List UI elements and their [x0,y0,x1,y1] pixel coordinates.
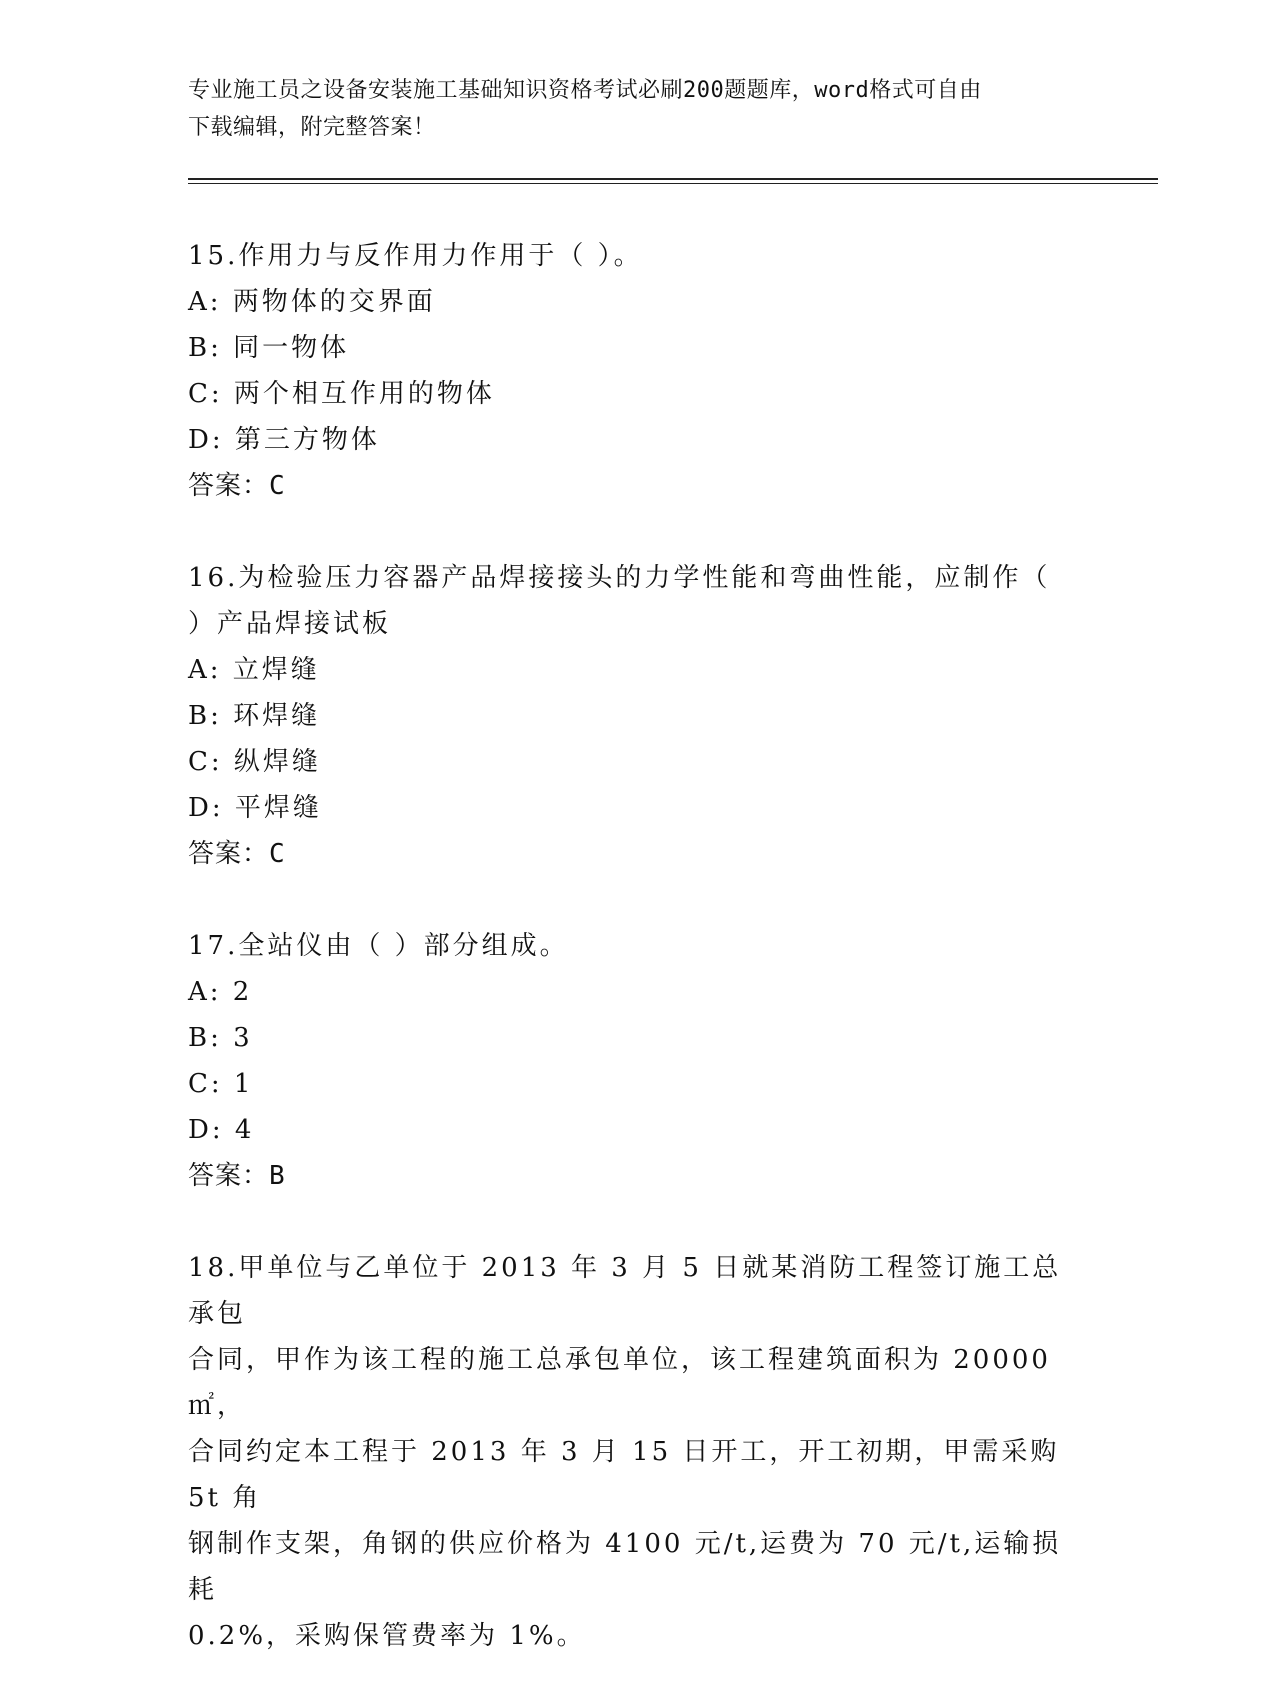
option-c: C: 1 [188,1069,254,1099]
question-16 [188,555,1088,877]
question-stem-line-5: 0.2%，采购保管费率为 1%。 [188,1621,586,1651]
question-list [188,233,1088,1705]
header-line-2: 下载编辑，附完整答案！ [188,115,436,140]
question-stem-line-1: 16.为检验压力容器产品焊接接头的力学性能和弯曲性能，应制作（ [188,563,1051,593]
option-d: D: 4 [188,1115,255,1145]
option-c: C: 两个相互作用的物体 [188,379,495,409]
document-header [188,72,1068,146]
answer: 答案：C [188,471,286,501]
question-stem: 15.作用力与反作用力作用于（ ）。 [188,241,643,271]
question-stem-line-1: 18.甲单位与乙单位于 2013 年 3 月 5 日就某消防工程签订施工总承包 [188,1253,1062,1329]
option-a: A: 2 [188,977,253,1007]
option-d: D: 平焊缝 [188,793,322,823]
question-15 [188,233,1088,509]
option-a: A: 两物体的交界面 [188,287,436,317]
question-stem-line-3: 合同约定本工程于 2013 年 3 月 15 日开工，开工初期，甲需采购 5t 角 [188,1437,1060,1513]
question-stem-line-4: 钢制作支架，角钢的供应价格为 4100 元/t,运费为 70 元/t,运输损耗 [188,1529,1062,1605]
option-b: B: 环焊缝 [188,701,321,731]
option-b: B: 同一物体 [188,333,350,363]
option-a: A: 立焊缝 [188,655,320,685]
answer: 答案：B [188,1161,286,1191]
question-stem-line-2: 合同，甲作为该工程的施工总承包单位，该工程建筑面积为 20000㎡， [188,1345,1051,1421]
question-stem: 17.全站仪由（ ）部分组成。 [188,931,569,961]
header-line-1: 专业施工员之设备安装施工基础知识资格考试必刷200题题库，word格式可自由 [188,78,982,103]
option-d: D: 第三方物体 [188,425,380,455]
option-b: B: 3 [188,1023,253,1053]
question-17 [188,923,1088,1199]
option-c: C: 纵焊缝 [188,747,321,777]
answer: 答案：C [188,839,286,869]
question-18 [188,1245,1088,1659]
question-stem-line-2: ）产品焊接试板 [188,609,392,639]
header-divider [188,178,1158,184]
